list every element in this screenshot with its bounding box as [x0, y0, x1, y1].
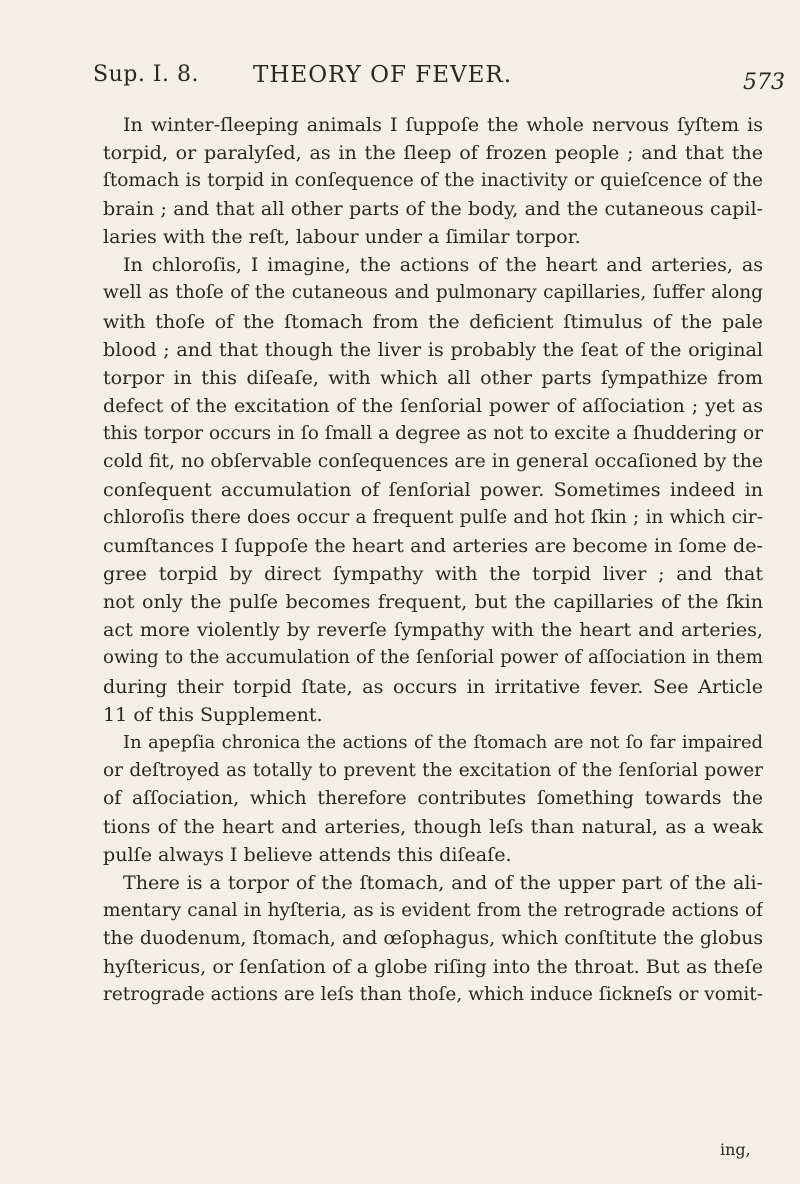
text-line: torpor in this diſeaſe, with which all other parts ſympathize from [103, 365, 763, 389]
text-line: cold fit, no obſervable conſequences are in general occaſioned by the [103, 450, 763, 472]
text-line: laries with the reſt, labour under a ſimilar torpor. [103, 225, 581, 249]
text-line: In apepſia chronica the actions of the ſtomach are not ſo far impaired [123, 731, 763, 753]
text-line: In chloroſis, I imagine, the actions of the heart and arteries, as [123, 253, 763, 277]
text-line: or deſtroyed as totally to prevent the excitation of the ſenſorial power [103, 759, 763, 781]
running-header [93, 62, 785, 102]
catchword: ing, [720, 1140, 751, 1159]
text-line: hyſtericus, or ſenſation of a globe riſing into the throat. But as theſe [103, 955, 763, 979]
text-line: during their torpid ſtate, as occurs in irritative fever. See Article [103, 674, 763, 698]
body-text [103, 111, 763, 1010]
text-line: with thoſe of the ſtomach from the deficient ſtimulus of the pale [103, 309, 763, 333]
running-title: THEORY OF FEVER. [253, 62, 513, 88]
text-line: torpid, or paralyſed, as in the ſleep of frozen people ; and that the [103, 141, 763, 165]
text-line: cumſtances I ſuppoſe the heart and arteries are become in ſome de- [103, 534, 763, 558]
text-line: brain ; and that all other parts of the body, and the cutaneous capil- [103, 197, 763, 221]
text-line: owing to the accumulation of the ſenſorial power of aſſociation in them [103, 647, 763, 669]
text-line: not only the pulſe becomes frequent, but the capillaries of the ſkin [103, 590, 763, 614]
text-line: mentary canal in hyſteria, as is evident from the retrograde actions of [103, 900, 763, 922]
text-line: There is a torpor of the ſtomach, and of the upper part of the ali- [123, 871, 763, 895]
text-line: gree torpid by direct ſympathy with the torpid liver ; and that [103, 562, 763, 586]
text-line: conſequent accumulation of ſenſorial power. Sometimes indeed in [103, 478, 763, 502]
text-line: well as thoſe of the cutaneous and pulmonary capillaries, ſuffer along [103, 282, 763, 304]
text-line: the duodenum, ſtomach, and œſophagus, which conſtitute the globus [103, 928, 763, 950]
text-line: retrograde actions are leſs than thoſe, which induce ſickneſs or vomit- [103, 984, 763, 1006]
text-line: ſtomach is torpid in conſequence of the inactivity or quieſcence of the [103, 170, 763, 192]
text-line: of aſſociation, which therefore contributes ſomething towards the [103, 787, 763, 809]
text-line: chloroſis there does occur a frequent pulſe and hot ſkin ; in which cir- [103, 507, 763, 529]
text-line: this torpor occurs in ſo ſmall a degree as not to excite a ſhuddering or [103, 422, 763, 444]
text-line: act more violently by reverſe ſympathy with the heart and arteries, [103, 618, 763, 642]
text-line: defect of the excitation of the ſenſorial power of aſſociation ; yet as [103, 393, 763, 417]
section-reference: Sup. I. 8. [93, 62, 199, 87]
page-number: 573 [743, 70, 785, 95]
text-line: tions of the heart and arteries, though leſs than natural, as a weak [103, 814, 763, 838]
text-line: 11 of this Supplement. [103, 702, 323, 726]
text-line: pulſe always I believe attends this diſeaſe. [103, 843, 512, 867]
text-line: blood ; and that though the liver is probably the ſeat of the original [103, 337, 763, 361]
text-line: In winter-ſleeping animals I ſuppoſe the whole nervous ſyſtem is [123, 113, 763, 136]
